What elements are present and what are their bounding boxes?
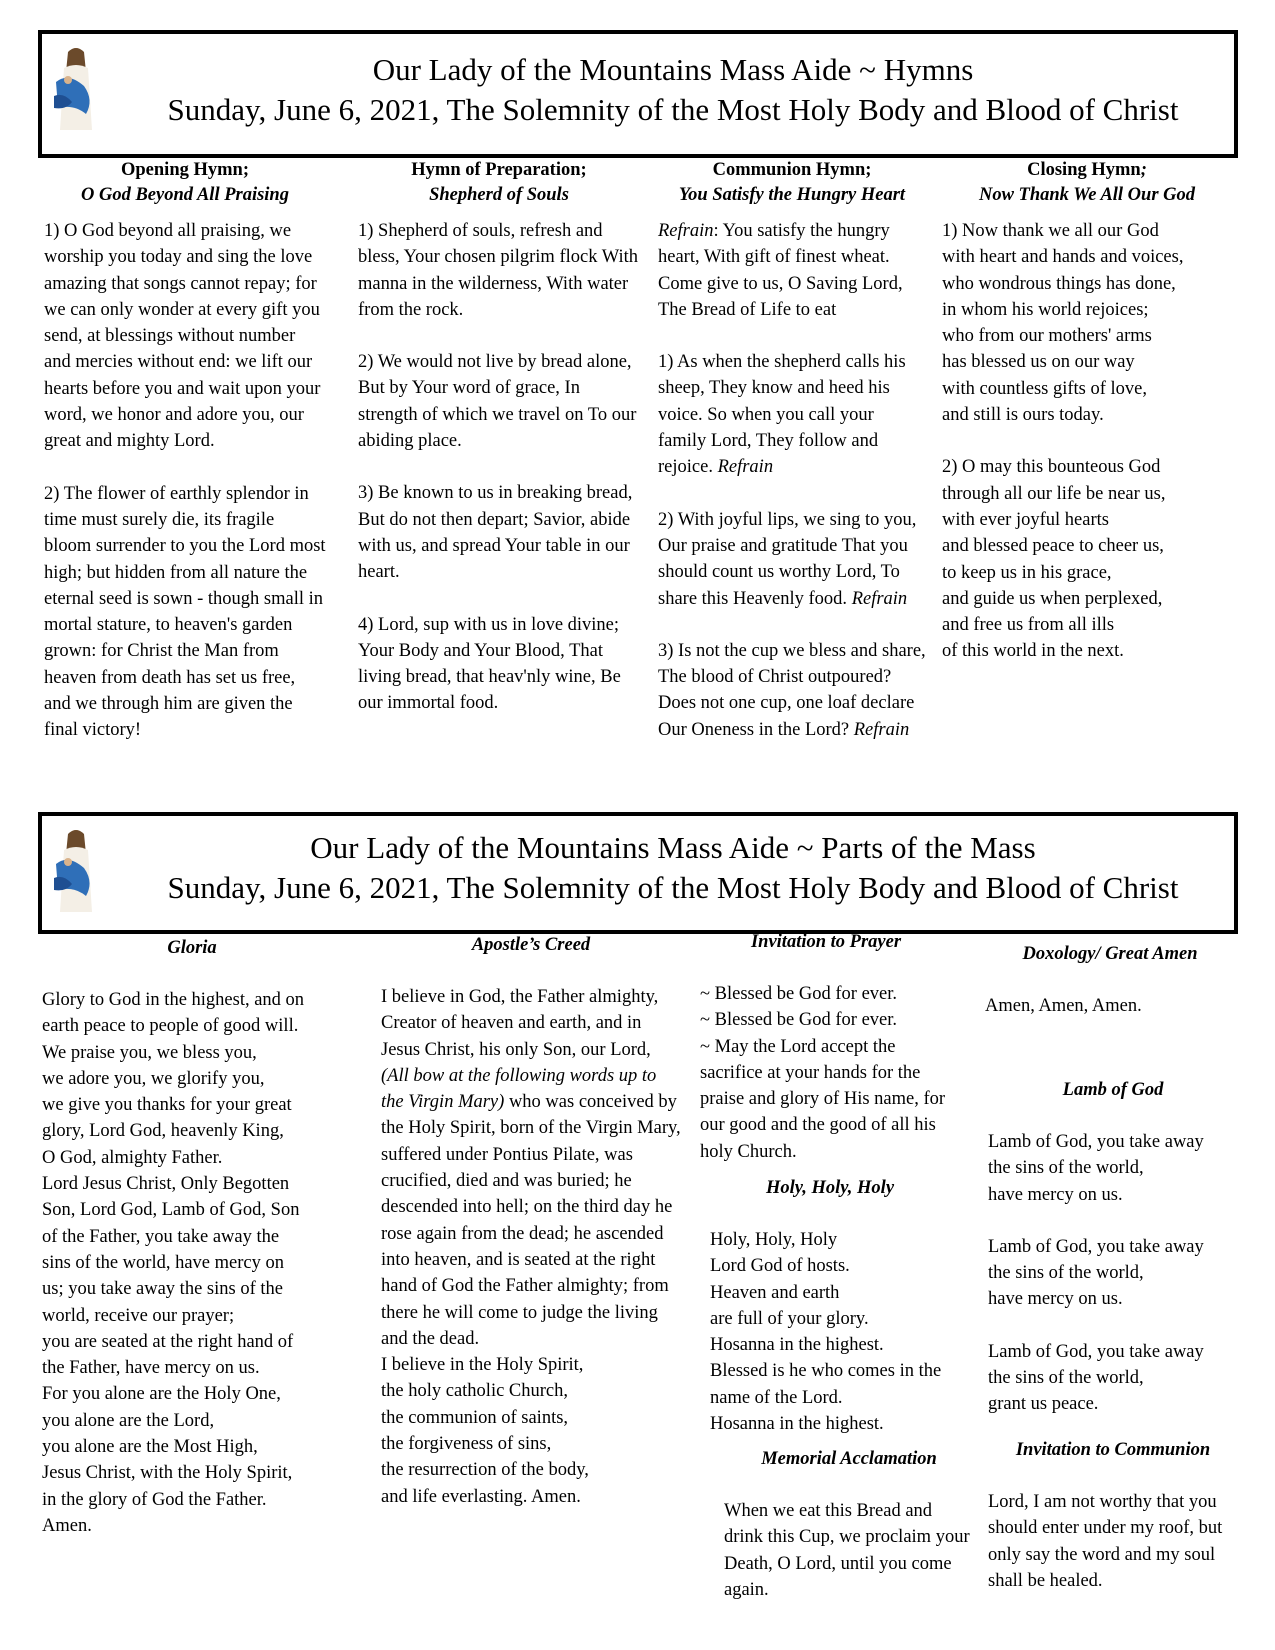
verse-line: through all our life be near us, xyxy=(942,483,1166,504)
opening-verse-1: 1) O God beyond all praising, we worship you today and sing the love amazing that songs cannot repay; for we can only wonder at every gift you send, at blessings without number and mercies without end: we lift our hearts before you and wait upon your word, we honor and adore you, our great and mighty Lord. xyxy=(44,221,321,452)
creed-part-2: who was conceived by the Holy Spirit, born of the Virgin Mary, suffered under Pontius Pilate, was crucified, died and was buried; he descended into hell; on the third day he rose again from the dead; he ascended into heaven, and is seated at the right hand of God the Father almighty; from there he will come to judge the living and the dead. xyxy=(381,1092,681,1349)
verse-line: with heart and hands and voices, xyxy=(942,247,1184,268)
verse-line: who from our mothers' arms xyxy=(942,326,1152,347)
creed-rubric: (All bow at the following words up to the Virgin Mary) xyxy=(381,1065,657,1113)
closing-hymn-title: Now Thank We All Our God xyxy=(978,185,1196,205)
text-line: Amen. xyxy=(42,1515,92,1536)
banner-date-line: Sunday, June 6, 2021, The Solemnity of the Most Holy Body and Blood of Christ xyxy=(167,870,1179,905)
communion-verse-2-text: 2) With joyful lips, we sing to you, Our praise and gratitude That you should count us worthy Lord, To share this Heavenly food. xyxy=(658,509,917,609)
invitation-communion-text: Lord, I am not worthy that you should enter under my roof, but only say the word and my soul shall be healed. xyxy=(988,1492,1223,1591)
preparation-verse-4: 4) Lord, sup with us in love divine; Your Body and Your Blood, That living bread, that heav'nly wine, Be our immortal food. xyxy=(358,614,621,714)
text-line: glory, Lord God, heavenly King, xyxy=(42,1121,284,1142)
text-line: the Father, have mercy on us. xyxy=(42,1358,260,1379)
text-line: Lamb of God, you take away xyxy=(988,1132,1204,1152)
verse-line: 2) O may this bounteous God xyxy=(942,457,1161,478)
text-line: Hosanna in the highest. xyxy=(710,1414,884,1435)
text-line: Lamb of God, you take away xyxy=(988,1236,1204,1257)
madonna-image xyxy=(46,42,106,134)
text-line: Holy, Holy, Holy xyxy=(710,1230,838,1250)
closing-hymn xyxy=(942,158,1232,665)
text-line: of the Father, you take away the xyxy=(42,1226,280,1247)
text-line: the sins of the world, xyxy=(988,1263,1144,1284)
text-line: you alone are the Most High, xyxy=(42,1437,258,1458)
invitation-communion-section xyxy=(988,1438,1238,1594)
verse-line: and free us from all ills xyxy=(942,615,1115,636)
text-line: Jesus Christ, with the Holy Spirit, xyxy=(42,1463,293,1484)
creed-section xyxy=(381,933,681,1510)
text-line: you are seated at the right hand of xyxy=(42,1331,294,1352)
text-line: are full of your glory. xyxy=(710,1308,869,1329)
communion-verse-1 xyxy=(658,349,926,480)
text-line: we give you thanks for your great xyxy=(42,1095,292,1116)
communion-verse-2 xyxy=(658,507,926,612)
holy-title: Holy, Holy, Holy xyxy=(765,1178,895,1198)
memorial-title: Memorial Acclamation xyxy=(761,1449,937,1469)
doxology-title: Doxology/ Great Amen xyxy=(1022,944,1198,964)
closing-verse-1 xyxy=(942,218,1232,428)
closing-hymn-heading-text: Closing Hymn xyxy=(1027,160,1141,180)
holy-section xyxy=(710,1176,980,1437)
communion-hymn-heading: Communion Hymn; xyxy=(712,160,872,180)
text-line: Heaven and earth xyxy=(710,1282,840,1303)
response-line: ~ Blessed be God for ever. xyxy=(700,984,898,1004)
creed-text xyxy=(381,984,681,1352)
text-line: world, receive our prayer; xyxy=(42,1305,235,1326)
preparation-hymn-title: Shepherd of Souls xyxy=(429,185,569,205)
invitation-prayer-section xyxy=(700,930,952,1165)
text-line: For you alone are the Holy One, xyxy=(42,1384,281,1405)
verse-line: 1) Now thank we all our God xyxy=(942,221,1159,241)
gloria-section xyxy=(42,936,342,1539)
verse-line: of this world in the next. xyxy=(942,641,1124,662)
text-line: I believe in the Holy Spirit, xyxy=(381,1355,584,1376)
gloria-text xyxy=(42,987,342,1539)
memorial-text: When we eat this Bread and drink this Cup, we proclaim your Death, O Lord, until you come again. xyxy=(724,1501,970,1600)
response-line: ~ May the Lord accept the sacrifice at your hands for the praise and glory of His name, for our good and the good of all his holy Church. xyxy=(700,1036,946,1162)
refrain-tag: Refrain xyxy=(851,588,908,609)
creed-part-1: I believe in God, the Father almighty, Creator of heaven and earth, and in Jesus Christ, his only Son, our Lord, xyxy=(381,987,659,1060)
response-line: ~ Blessed be God for ever. xyxy=(700,1010,898,1031)
preparation-verse-3: 3) Be known to us in breaking bread, But do not then depart; Savior, abide with us, and spread Your table in our heart. xyxy=(358,483,633,583)
communion-verse-1-text: 1) As when the shepherd calls his sheep, They know and heed his voice. So when you call your family Lord, They follow and rejoice. xyxy=(658,352,906,478)
text-line: the sins of the world, xyxy=(988,1158,1144,1179)
verse-line: who wondrous things has done, xyxy=(942,273,1176,294)
lamb-section xyxy=(988,1078,1238,1418)
text-line: in the glory of God the Father. xyxy=(42,1489,267,1510)
gloria-title: Gloria xyxy=(167,938,217,958)
text-line: We praise you, we bless you, xyxy=(42,1042,257,1063)
communion-hymn-title: You Satisfy the Hungry Heart xyxy=(678,185,906,205)
preparation-hymn-heading: Hymn of Preparation; xyxy=(411,160,587,180)
text-line: you alone are the Lord, xyxy=(42,1410,215,1431)
verse-line: with countless gifts of love, xyxy=(942,378,1148,399)
hymns-banner xyxy=(38,30,1238,158)
text-line: and life everlasting. Amen. xyxy=(381,1486,581,1507)
text-line: Lord Jesus Christ, Only Begotten xyxy=(42,1174,290,1195)
text-line: earth peace to people of good will. xyxy=(42,1016,299,1037)
communion-verse-3-text: 3) Is not the cup we bless and share, The blood of Christ outpoured? Does not one cup, one loaf declare Our Oneness in the Lord? xyxy=(658,640,926,740)
parts-of-mass-banner xyxy=(38,812,1238,934)
text-line: Lamb of God, you take away xyxy=(988,1341,1204,1362)
preparation-hymn xyxy=(358,158,640,717)
verse-line: in whom his world rejoices; xyxy=(942,299,1149,320)
opening-hymn-title: O God Beyond All Praising xyxy=(81,185,289,205)
text-line: Hosanna in the highest. xyxy=(710,1335,884,1356)
text-line: Glory to God in the highest, and on xyxy=(42,990,305,1010)
invitation-communion-title: Invitation to Communion xyxy=(1015,1440,1211,1460)
text-line: the holy catholic Church, xyxy=(381,1381,569,1402)
verse-line: with ever joyful hearts xyxy=(942,509,1109,530)
banner-title: Our Lady of the Mountains Mass Aide ~ Hymns xyxy=(372,52,974,87)
preparation-verse-1: 1) Shepherd of souls, refresh and bless, Your chosen pilgrim flock With manna in the wilderness, With water from the rock. xyxy=(358,221,639,320)
banner-date-line: Sunday, June 6, 2021, The Solemnity of the Most Holy Body and Blood of Christ xyxy=(167,92,1179,127)
refrain-label: Refrain xyxy=(658,221,714,241)
communion-refrain xyxy=(658,218,926,323)
text-line: the communion of saints, xyxy=(381,1407,569,1428)
text-line: the forgiveness of sins, xyxy=(381,1434,552,1455)
text-line: grant us peace. xyxy=(988,1394,1099,1415)
text-line: have mercy on us. xyxy=(988,1289,1123,1310)
lamb-title: Lamb of God xyxy=(1062,1080,1164,1100)
closing-hymn-heading-suffix: ; xyxy=(1140,160,1147,180)
text-line: sins of the world, have mercy on xyxy=(42,1252,284,1273)
banner-title: Our Lady of the Mountains Mass Aide ~ Parts of the Mass xyxy=(310,830,1036,865)
verse-line: has blessed us on our way xyxy=(942,352,1135,373)
closing-verse-2 xyxy=(942,454,1232,664)
communion-hymn xyxy=(658,158,926,743)
text-line: name of the Lord. xyxy=(710,1387,843,1408)
verse-line: to keep us in his grace, xyxy=(942,562,1112,583)
refrain-text: : You satisfy the hungry heart, With gift of finest wheat. Come give to us, O Saving Lord, The Bread of Life to eat xyxy=(658,221,903,320)
invitation-prayer-title: Invitation to Prayer xyxy=(750,932,902,952)
closing-hymn-heading xyxy=(942,158,1232,183)
opening-verse-2: 2) The flower of earthly splendor in time must surely die, its fragile bloom surrender to you the Lord most high; but hidden from all nature the eternal seed is sown - though small in mortal stature, to heaven's garden grown: for Christ the Man from heaven from death has set us free, and we through him are given the final victory! xyxy=(44,483,326,741)
opening-hymn xyxy=(44,158,326,744)
text-line: Blessed is he who comes in the xyxy=(710,1361,942,1382)
text-line: us; you take away the sins of the xyxy=(42,1279,283,1300)
memorial-section xyxy=(724,1447,974,1603)
preparation-verse-2: 2) We would not live by bread alone, But by Your word of grace, In strength of which we travel on To our abiding place. xyxy=(358,352,637,452)
text-line: O God, almighty Father. xyxy=(42,1147,223,1168)
text-line: the sins of the world, xyxy=(988,1368,1144,1389)
verse-line: and still is ours today. xyxy=(942,405,1104,426)
opening-hymn-heading: Opening Hymn; xyxy=(121,160,249,180)
verse-line: and blessed peace to cheer us, xyxy=(942,536,1164,557)
verse-line: and guide us when perplexed, xyxy=(942,588,1163,609)
refrain-tag: Refrain xyxy=(717,457,774,478)
madonna-image xyxy=(46,824,106,916)
text-line: the resurrection of the body, xyxy=(381,1460,589,1481)
communion-verse-3 xyxy=(658,638,926,743)
refrain-tag: Refrain xyxy=(853,719,910,740)
doxology-text: Amen, Amen, Amen. xyxy=(985,996,1142,1016)
text-line: Lord God of hosts. xyxy=(710,1256,850,1277)
text-line: have mercy on us. xyxy=(988,1184,1123,1205)
creed-title: Apostle’s Creed xyxy=(471,935,591,955)
text-line: Son, Lord God, Lamb of God, Son xyxy=(42,1200,300,1221)
doxology-section xyxy=(985,942,1235,1019)
text-line: we adore you, we glorify you, xyxy=(42,1068,265,1089)
